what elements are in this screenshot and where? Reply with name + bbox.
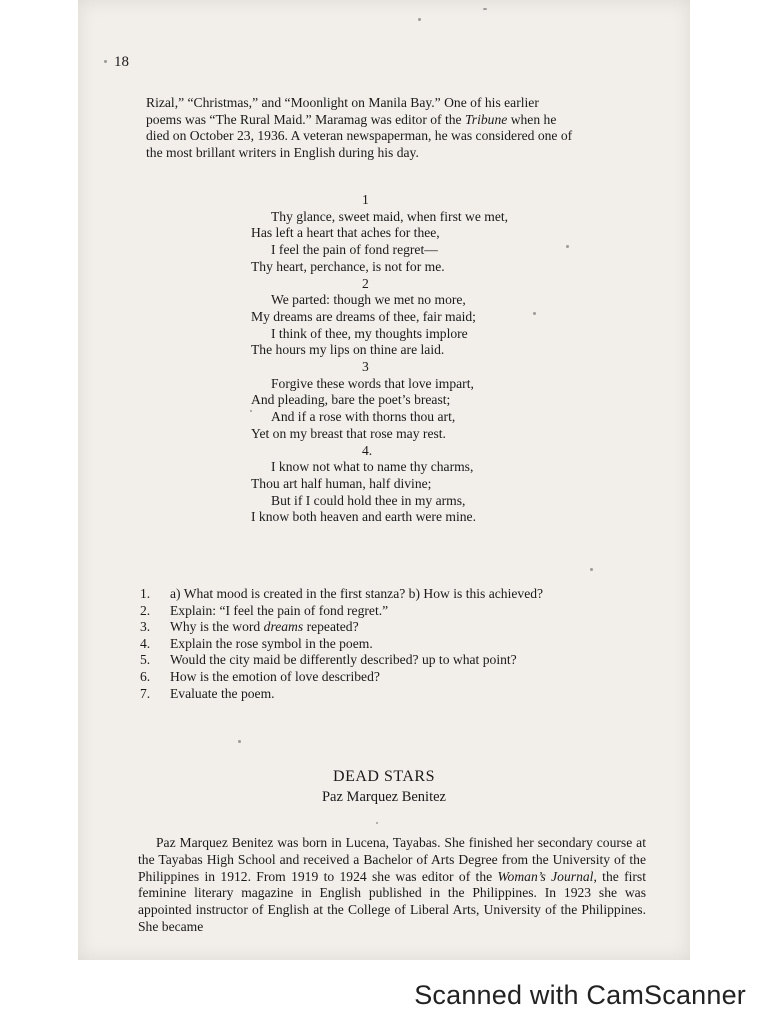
stanza-4 bbox=[240, 443, 580, 527]
study-questions bbox=[140, 586, 620, 702]
question-item: 4. Explain the rose symbol in the poem. bbox=[140, 635, 373, 651]
poem-line: And if a rose with thorns thou art, bbox=[271, 409, 456, 425]
poem-line: Thy glance, sweet maid, when first we met, bbox=[271, 208, 509, 224]
scan-speck bbox=[376, 822, 378, 824]
poem bbox=[240, 192, 580, 526]
intro-paragraph bbox=[146, 95, 626, 161]
poem-line: I think of thee, my thoughts implore bbox=[271, 325, 468, 341]
intro-line: poems was “The Rural Maid.” Maramag was editor of the Tribune when he bbox=[146, 111, 557, 127]
author-bio: Paz Marquez Benitez was born in Lucena, Tayabas. She finished her secondary course at the Tayabas High School and received a Bachelor of Arts Degree from the University of the Philippines in 1912. From 1919 to 1924 she was editor of the Woman’s Journal, the first feminine literary magazine in English published in the Philippines. In 1923 she was appointed instructor of English at the College of Liberal Arts, University of the Philippines. She became bbox=[138, 835, 646, 934]
poem-line: I know not what to name thy charms, bbox=[271, 459, 474, 475]
intro-line: Rizal,” “Christmas,” and “Moonlight on Manila Bay.” One of his earlier bbox=[146, 95, 539, 110]
scan-speck bbox=[238, 740, 241, 743]
intro-line: the most brillant writers in English during his day. bbox=[146, 144, 419, 160]
intro-line: died on October 23, 1936. A veteran newspaperman, he was considered one of bbox=[146, 128, 573, 144]
question-item: 1. a) What mood is created in the first stanza? b) How is this achieved? bbox=[140, 586, 544, 601]
poem-line: But if I could hold thee in my arms, bbox=[271, 492, 466, 508]
question-item: 5. Would the city maid be differently described? up to what point? bbox=[140, 652, 517, 668]
stanza-number: 2 bbox=[362, 275, 369, 291]
newspaper-title: Tribune bbox=[464, 111, 508, 127]
poem-line: Thy heart, perchance, is not for me. bbox=[251, 258, 445, 274]
scan-speck bbox=[590, 568, 593, 571]
poem-line: I feel the pain of fond regret— bbox=[271, 242, 438, 258]
camscanner-watermark: Scanned with CamScanner bbox=[414, 980, 746, 1010]
scan-speck bbox=[418, 18, 421, 21]
magazine-title: Woman’s Journal bbox=[497, 868, 594, 884]
question-item: 2. Explain: “I feel the pain of fond regret.” bbox=[140, 602, 389, 618]
stanza-number: 3 bbox=[362, 359, 369, 375]
page-number: 18 bbox=[114, 54, 129, 70]
emphasized-word: dreams bbox=[263, 619, 304, 635]
story-title: DEAD STARS bbox=[333, 768, 435, 785]
poem-line: The hours my lips on thine are laid. bbox=[251, 342, 445, 358]
question-item: 6. How is the emotion of love described? bbox=[140, 668, 380, 684]
scan-speck bbox=[104, 60, 107, 63]
question-item: 3. Why is the word dreams repeated? bbox=[140, 619, 359, 635]
poem-line: Has left a heart that aches for thee, bbox=[251, 225, 440, 241]
poem-line: Thou art half human, half divine; bbox=[251, 475, 432, 491]
poem-line: I know both heaven and earth were mine. bbox=[251, 509, 476, 525]
stanza-2 bbox=[240, 276, 580, 360]
story-author: Paz Marquez Benitez bbox=[321, 789, 446, 805]
stanza-3 bbox=[240, 359, 580, 443]
scan-speck bbox=[483, 8, 487, 10]
poem-line: We parted: though we met no more, bbox=[271, 292, 466, 308]
question-item: 7. Evaluate the poem. bbox=[140, 685, 275, 701]
poem-line: And pleading, bare the poet’s breast; bbox=[251, 392, 451, 408]
stanza-number: 1 bbox=[362, 192, 369, 207]
poem-line: Yet on my breast that rose may rest. bbox=[251, 425, 446, 441]
poem-line: Forgive these words that love impart, bbox=[271, 375, 474, 391]
stanza-number: 4. bbox=[362, 442, 373, 458]
poem-line: My dreams are dreams of thee, fair maid; bbox=[251, 308, 476, 324]
stanza-1 bbox=[240, 192, 580, 276]
